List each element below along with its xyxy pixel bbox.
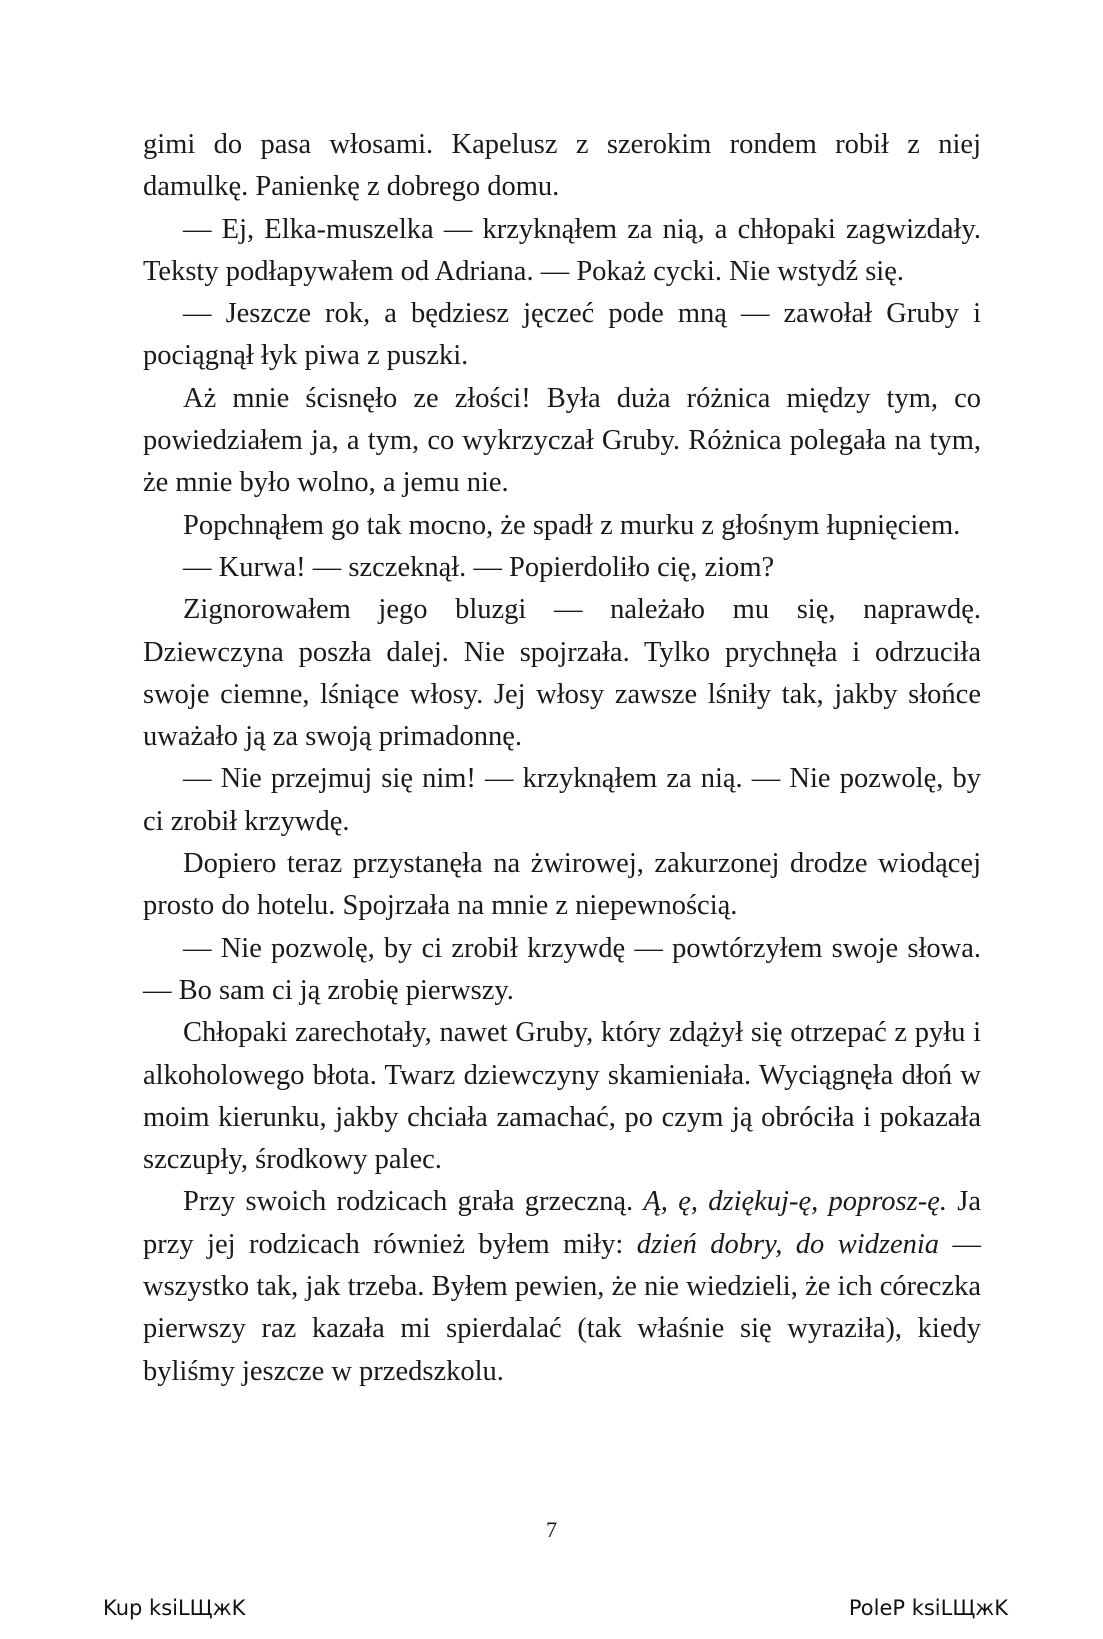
italic-text-run: dzień dobry, do widzenia <box>636 1228 940 1260</box>
paragraph: — Jeszcze rok, a będziesz jęczeć pode mną — zawołał Gruby i pociągnął łyk piwa z puszki. <box>143 298 981 372</box>
paragraph: Aż mnie ścisnęło ze złości! Była duża różnica między tym, co powiedziałem ja, a tym, co wykrzyczał Gruby. Różnica polegała na tym, że mnie było wolno, a jemu nie. <box>143 382 981 499</box>
footer-recommend-link[interactable]: PoleP ksiLЩжK <box>848 1596 1008 1620</box>
paragraph: — Nie przejmuj się nim! — krzyknąłem za nią. — Nie pozwolę, by ci zrobił krzywdę. <box>143 763 981 837</box>
paragraph: gimi do pasa włosami. Kapelusz z szerokim rondem robił z niej damulkę. Panienkę z dobrego domu. <box>143 129 981 203</box>
page-number: 7 <box>546 1517 557 1542</box>
paragraph: Popchnąłem go tak mocno, że spadł z murku z głośnym łupnięciem. <box>183 509 961 541</box>
footer-buy-link[interactable]: Kup ksiLЩжK <box>103 1596 246 1620</box>
paragraph: Zignorowałem jego bluzgi — należało mu się, naprawdę. Dziewczyna poszła dalej. Nie spojrzała. Tylko prychnęła i odrzuciła swoje ciemne, lśniące włosy. Jej włosy zawsze lśniły tak, jakby słońce uważało ją za swoją primadonnę. <box>143 594 981 753</box>
paragraph: Chłopaki zarechotały, nawet Gruby, który zdążył się otrzepać z pyłu i alkoholowego błota. Twarz dziewczyny skamieniała. Wyciągnęła dłoń w moim kierunku, jakby chciała zamachać, po czym ją obróciła i pokazała szczupły, środkowy palec. <box>143 1017 981 1176</box>
text-run: — wszystko tak, jak trzeba. Byłem pewien, że nie wiedzieli, że ich córeczka pierwszy raz kazała mi spierdalać (tak właśnie się wyraziła), kiedy byliśmy jeszcze w przedszkolu. <box>143 1228 981 1387</box>
paragraph: — Kurwa! — szczeknął. — Popierdoliło cię, ziom? <box>183 551 775 583</box>
body-text <box>143 124 981 1393</box>
paragraph-mixed <box>143 1181 981 1392</box>
paragraph: Dopiero teraz przystanęła na żwirowej, zakurzonej drodze wiodącej prosto do hotelu. Spojrzała na mnie z niepewnością. <box>143 848 981 922</box>
italic-text-run: Ą, ę, dziękuj-ę, poprosz-ę. <box>643 1186 947 1218</box>
paragraph: — Ej, Elka-muszelka — krzyknąłem za nią, a chłopaki zagwizdały. Teksty podłapywałem od Adriana. — Pokaż cycki. Nie wstydź się. <box>143 213 981 287</box>
paragraph: — Nie pozwolę, by ci zrobił krzywdę — powtórzyłem swoje słowa. — Bo sam ci ją zrobię pierwszy. <box>143 932 981 1006</box>
text-run: Przy swoich rodzicach grała grzeczną. <box>183 1186 644 1218</box>
text-run: Ja przy jej rodzicach również byłem miły: <box>143 1186 981 1260</box>
